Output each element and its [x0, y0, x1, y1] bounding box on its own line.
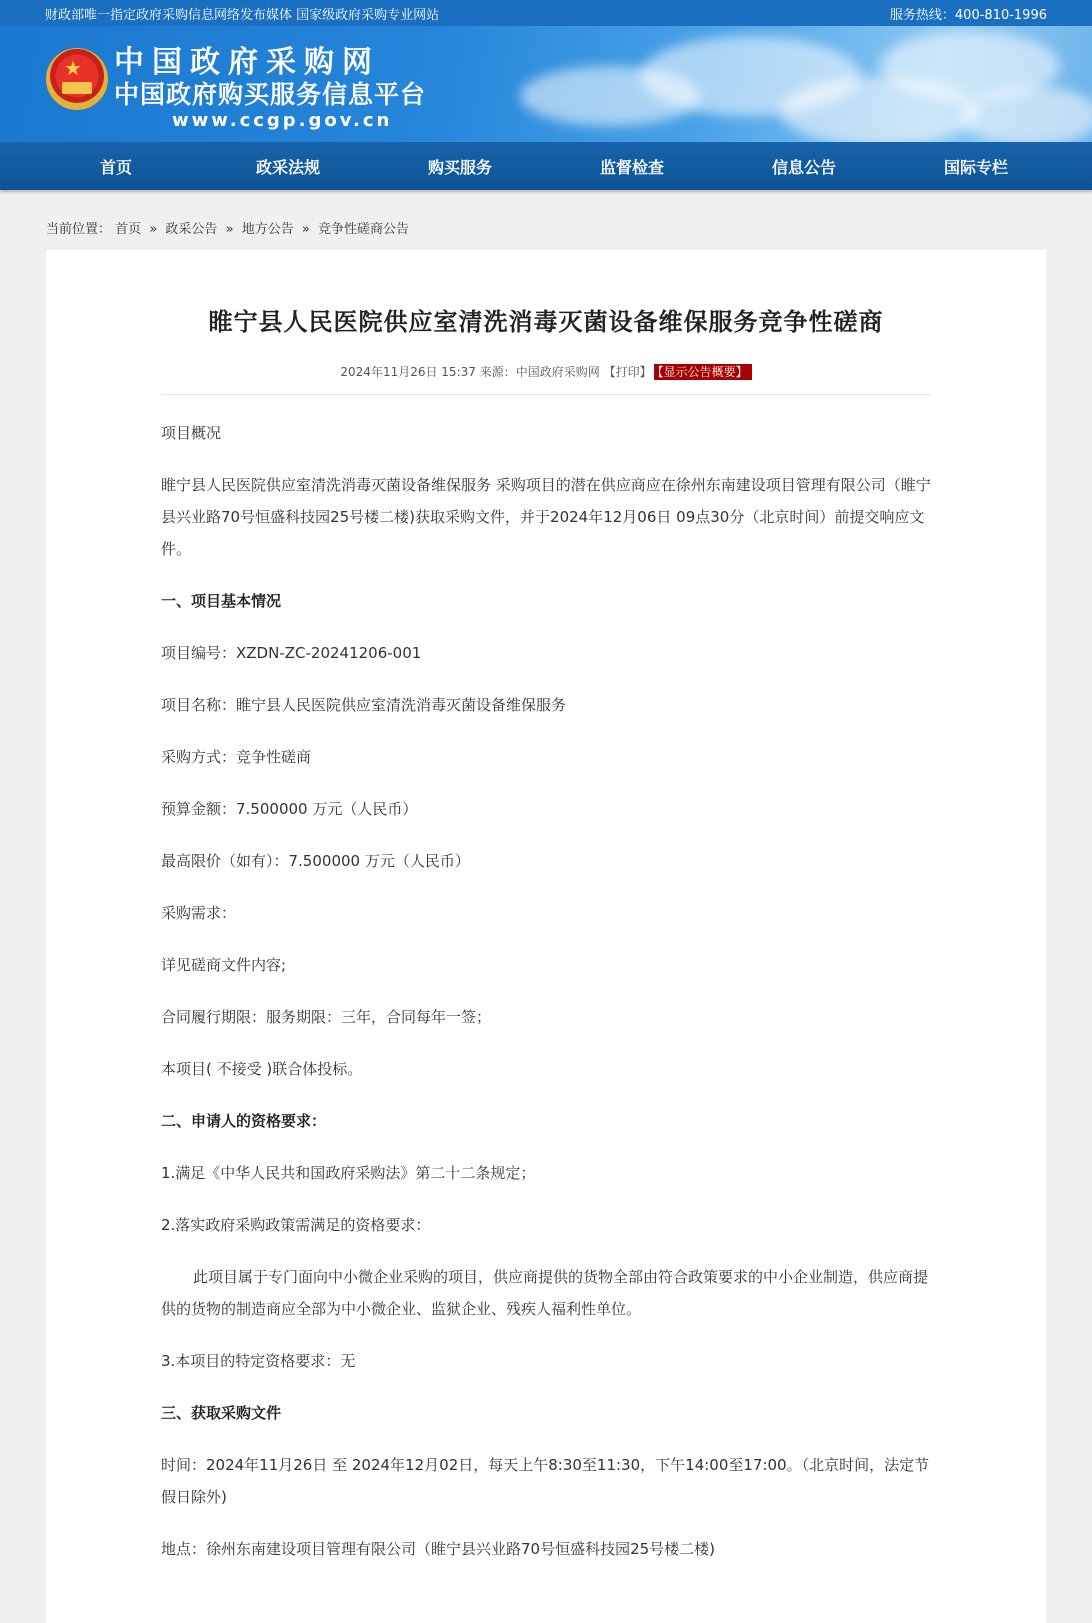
article-paragraph: 时间：2024年11月26日 至 2024年12月02日，每天上午8:30至11:30，下午14:00至17:00。（北京时间，法定节假日除外) — [161, 1456, 930, 1506]
breadcrumb-announcements[interactable]: 政采公告 — [165, 222, 218, 237]
article-paragraph: 此项目属于专门面向中小微企业采购的项目，供应商提供的货物全部由符合政策要求的中小企业制造，供应商提供的货物的制造商应全部为中小微企业、监狱企业、残疾人福利性单位。 — [161, 1268, 929, 1318]
nav-item-announcements[interactable]: 信息公告 — [771, 157, 836, 177]
section-heading: 二、申请人的资格要求： — [161, 1112, 327, 1130]
breadcrumb-current[interactable]: 竞争性磋商公告 — [317, 222, 409, 237]
article-paragraph: 2.落实政府采购政策需满足的资格要求： — [161, 1216, 431, 1234]
article-paragraph: 预算金额：7.500000 万元（人民币） — [161, 800, 418, 818]
page-title: 睢宁县人民医院供应室清洗消毒灭菌设备维保服务竞争性磋商 — [208, 308, 884, 336]
article-source: 来源：中国政府采购网 — [479, 365, 600, 379]
section-heading: 三、获取采购文件 — [161, 1404, 282, 1422]
article-paragraph: 项目名称：睢宁县人民医院供应室清洗消毒灭菌设备维保服务 — [161, 696, 567, 714]
article-content — [46, 395, 1046, 1565]
nav-item-international[interactable]: 国际专栏 — [943, 157, 1008, 177]
print-link[interactable]: 【打印】 — [603, 365, 652, 379]
breadcrumb-home[interactable]: 首页 — [115, 222, 142, 237]
nav-item-supervision[interactable]: 监督检查 — [599, 157, 664, 177]
article-paragraph: 详见磋商文件内容; — [161, 956, 287, 974]
breadcrumb-separator: » — [149, 222, 158, 237]
article-paragraph: 最高限价（如有）：7.500000 万元（人民币） — [161, 852, 470, 870]
hotline-number: 400-810-1996 — [954, 7, 1047, 23]
top-bar — [0, 0, 1092, 26]
service-hotline — [890, 4, 1047, 23]
article-paragraph: 睢宁县人民医院供应室清洗消毒灭菌设备维保服务 采购项目的潜在供应商应在徐州东南建设项目管理有限公司（睢宁县兴业路70号恒盛科技园25号楼二楼)获取采购文件，并于2024年12月06日 09点30分（北京时间）前提交响应文件。 — [161, 476, 931, 558]
article-paragraph: 1.满足《中华人民共和国政府采购法》第二十二条规定； — [161, 1164, 536, 1182]
site-name-line2: 中国政府购买服务信息平台 — [114, 80, 427, 109]
site-url: www.ccgp.gov.cn — [172, 110, 393, 131]
article-paragraph: 合同履行期限：服务期限：三年，合同每年一签； — [161, 1008, 492, 1026]
national-emblem-icon[interactable]: ★ — [46, 48, 108, 110]
site-banner — [0, 26, 1092, 142]
article-paragraph: 地点：徐州东南建设项目管理有限公司（睢宁县兴业路70号恒盛科技园25号楼二楼) — [161, 1540, 716, 1558]
breadcrumb-label: 当前位置： — [46, 222, 112, 237]
publish-date: 2024年11月26日 15:37 — [340, 365, 476, 379]
breadcrumb-separator: » — [225, 222, 234, 237]
breadcrumb-local[interactable]: 地方公告 — [241, 222, 294, 237]
site-name-line1: 中国政府采购网 — [114, 45, 380, 80]
hotline-label: 服务热线： — [889, 7, 955, 23]
article-paragraph: 项目编号：XZDN-ZC-20241206-001 — [161, 644, 422, 662]
article-paragraph: 本项目( 不接受 )联合体投标。 — [161, 1060, 363, 1078]
section-heading: 一、项目基本情况 — [161, 592, 282, 610]
article-paragraph: 3.本项目的特定资格要求：无 — [161, 1352, 356, 1370]
article-paragraph: 采购需求： — [161, 904, 237, 922]
nav-item-regulations[interactable]: 政采法规 — [255, 157, 320, 177]
top-bar-slogan: 财政部唯一指定政府采购信息网络发布媒体 国家级政府采购专业网站 — [45, 7, 440, 23]
site-logo[interactable] — [114, 46, 426, 132]
nav-item-purchase-services[interactable]: 购买服务 — [427, 157, 492, 177]
article-paragraph: 项目概况 — [161, 424, 222, 442]
show-summary-button[interactable]: 【显示公告概要】 — [654, 364, 752, 380]
article-meta — [46, 363, 1046, 380]
article-card — [46, 250, 1046, 1623]
nav-item-home[interactable]: 首页 — [99, 157, 132, 177]
breadcrumb-separator: » — [301, 222, 310, 237]
main-nav — [0, 142, 1092, 190]
article-paragraph: 采购方式：竞争性磋商 — [161, 748, 312, 766]
